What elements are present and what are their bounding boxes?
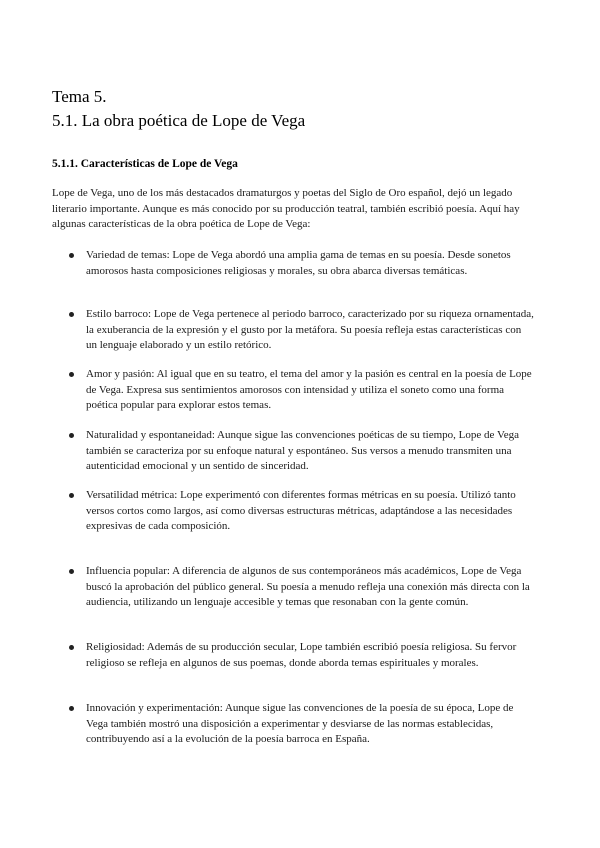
list-item-text: Estilo barroco: Lope de Vega pertenece al periodo barroco, caracterizado por su riqueza ornamentada, la exuberancia de la expresión y el gusto por la metáfora. Su poesía refleja estas características con un lenguaje elaborado y un estilo retórico. — [86, 308, 534, 351]
list-item-text: Versatilidad métrica: Lope experimentó con diferentes formas métricas en su poesía. Utilizó tanto versos cortos como largos, así como diversas estructuras métricas, adaptándose a las necesidades expresivas de cada composición. — [86, 489, 516, 532]
document-title-line2: 5.1. La obra poética de Lope de Vega — [52, 111, 306, 130]
bullet-dot-icon — [69, 433, 74, 438]
list-item-text: Innovación y experimentación: Aunque sigue las convenciones de la poesía de su época, Lope de Vega también mostró una disposición a experimentar y desviarse de las normas establecidas, contribuyendo así a la evolución de la poesía barroca en España. — [86, 702, 514, 745]
bullet-dot-icon — [69, 372, 74, 377]
list-item-text: Influencia popular: A diferencia de algunos de sus contemporáneos más académicos, Lope de Vega buscó la aprobación del público general. Su poesía a menudo refleja una conexión más directa con la audiencia, utilizando un lenguaje accesible y temas que resonaban con la gente común. — [86, 565, 530, 608]
bullet-dot-icon — [69, 706, 74, 711]
list-item — [86, 701, 534, 748]
list-item — [86, 564, 534, 611]
bullet-dot-icon — [69, 569, 74, 574]
list-item-text: Naturalidad y espontaneidad: Aunque sigue las convenciones poéticas de su tiempo, Lope de Vega también se caracteriza por su enfoque natural y espontáneo. Sus versos a menudo transmiten una autenticidad emocional y un sentido de sinceridad. — [86, 429, 519, 472]
bullet-dot-icon — [69, 493, 74, 498]
list-item — [86, 248, 534, 279]
list-item — [86, 307, 534, 354]
list-item — [86, 428, 534, 475]
list-item-text: Amor y pasión: Al igual que en su teatro, el tema del amor y la pasión es central en la poesía de Lope de Vega. Expresa sus sentimientos amorosos con intensidad y utiliza el soneto como una forma poética popular para explorar estos temas. — [86, 368, 532, 411]
list-item-text: Variedad de temas: Lope de Vega abordó una amplia gama de temas en su poesía. Desde sonetos amorosos hasta composiciones religiosas y morales, su obra abarca diversas temáticas. — [86, 249, 511, 277]
list-item — [86, 640, 534, 671]
document-title-line1: Tema 5. — [52, 87, 107, 106]
intro-paragraph: Lope de Vega, uno de los más destacados dramaturgos y poetas del Siglo de Oro español, dejó un legado literario importante. Aunque es más conocido por su producción teatral, también escribió poesía. Aquí hay algunas características de la obra poética de Lope de Vega: — [52, 187, 520, 230]
list-item — [86, 488, 534, 535]
list-item — [86, 367, 534, 414]
section-subtitle: 5.1.1. Características de Lope de Vega — [52, 158, 238, 170]
bullet-dot-icon — [69, 253, 74, 258]
list-item-text: Religiosidad: Además de su producción secular, Lope también escribió poesía religiosa. Su fervor religioso se refleja en algunos de sus poemas, donde aborda temas espirituales y morales. — [86, 641, 517, 669]
bullet-dot-icon — [69, 645, 74, 650]
bullet-dot-icon — [69, 312, 74, 317]
